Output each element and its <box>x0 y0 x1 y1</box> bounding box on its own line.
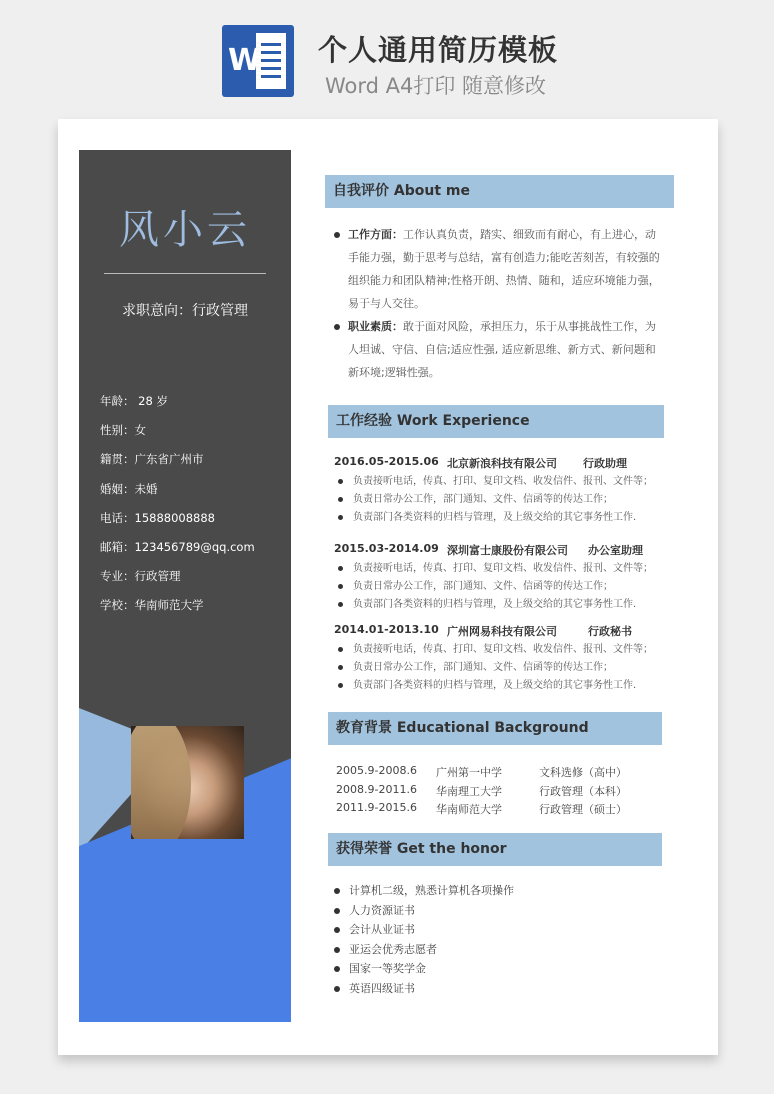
job-entry <box>334 542 674 614</box>
profile-photo <box>131 726 244 839</box>
honor-item: 人力资源证书 <box>331 901 514 921</box>
section-about: 自我评价 About me <box>325 175 674 208</box>
resume-page <box>58 119 718 1055</box>
honor-item: 亚运会优秀志愿者 <box>331 940 514 960</box>
education-row: 2008.9-2011.6 华南理工大学 行政管理（本科） <box>336 782 627 798</box>
honor-item: 计算机二级，熟悉计算机各项操作 <box>331 881 514 901</box>
job-role: 办公室助理 <box>588 544 643 557</box>
banner-subtitle: Word A4打印 随意修改 <box>325 74 547 98</box>
job-period: 2016.05-2015.06 <box>334 455 439 468</box>
section-honors: 获得荣誉 Get the honor <box>328 833 662 866</box>
honor-item: 会计从业证书 <box>331 920 514 940</box>
about-list <box>330 223 664 384</box>
education-row: 2005.9-2008.6 广州第一中学 文科选修（高中） <box>336 764 627 779</box>
job-role: 行政助理 <box>583 457 627 470</box>
info-email: 邮箱：123456789@qq.com <box>100 539 255 554</box>
candidate-name: 风小云 <box>119 207 251 253</box>
honor-item: 国家一等奖学金 <box>331 959 514 979</box>
info-marital: 婚姻：未婚 <box>100 481 158 496</box>
job-duty: 负责日常办公工作，部门通知、文件、信函等的传达工作； <box>334 491 674 509</box>
job-duty: 负责日常办公工作，部门通知、文件、信函等的传达工作； <box>334 578 674 596</box>
honor-item: 英语四级证书 <box>331 979 514 999</box>
word-logo-icon <box>222 25 294 97</box>
job-duty: 负责接听电话，传真、打印、复印文档、收发信件、报刊、文件等； <box>334 473 674 491</box>
job-period: 2014.01-2013.10 <box>334 623 439 636</box>
info-phone: 电话：15888008888 <box>100 510 215 525</box>
job-duty: 负责日常办公工作，部门通知、文件、信函等的传达工作； <box>334 659 674 677</box>
job-duty: 负责部门各类资料的归档与管理，及上级交给的其它事务性工作. <box>334 677 674 695</box>
info-age: 年龄： 28 岁 <box>100 394 168 408</box>
info-school: 学校：华南师范大学 <box>100 598 204 613</box>
info-major: 专业：行政管理 <box>100 569 181 584</box>
job-period: 2015.03-2014.09 <box>334 542 439 555</box>
job-company: 北京新浪科技有限公司 <box>447 457 557 470</box>
job-entry <box>334 455 674 527</box>
job-duty: 负责部门各类资料的归档与管理，及上级交给的其它事务性工作. <box>334 596 674 614</box>
job-company: 广州网易科技有限公司 <box>447 625 557 638</box>
honors-list <box>331 881 514 999</box>
personal-info <box>100 393 255 627</box>
education-row: 2011.9-2015.6 华南师范大学 行政管理（硕士） <box>336 801 627 816</box>
job-role: 行政秘书 <box>588 625 632 638</box>
section-education: 教育背景 Educational Background <box>328 712 662 745</box>
banner-title: 个人通用简历模板 <box>318 33 559 67</box>
logo-letter: W <box>228 43 262 78</box>
about-item: 职业素质：敢于面对风险，承担压力，乐于从事挑战性工作，为人坦诚、守信、自信;适应性强, 适应新思维、新方式、新问题和新环境;逻辑性强。 <box>330 315 664 384</box>
job-company: 深圳富士康股份有限公司 <box>447 544 568 557</box>
divider <box>104 273 266 274</box>
info-gender: 性别：女 <box>100 423 146 438</box>
template-banner <box>0 0 774 115</box>
info-hometown: 籍贯：广东省广州市 <box>100 452 204 467</box>
job-entry <box>334 623 674 695</box>
job-intent: 求职意向：行政管理 <box>122 303 248 319</box>
job-duty: 负责接听电话，传真、打印、复印文档、收发信件、报刊、文件等； <box>334 560 674 578</box>
section-experience: 工作经验 Work Experience <box>328 405 664 438</box>
sidebar <box>79 150 291 1022</box>
about-item: 工作方面：工作认真负责，踏实、细致而有耐心，有上进心，动手能力强，勤于思考与总结，富有创造力;能吃苦刻苦，有较强的组织能力和团队精神;性格开朗、热情、随和，适应环境能力强，易于与人交往。 <box>330 223 664 315</box>
job-duty: 负责部门各类资料的归档与管理，及上级交给的其它事务性工作. <box>334 509 674 527</box>
education-list <box>336 764 656 820</box>
job-duty: 负责接听电话，传真、打印、复印文档、收发信件、报刊、文件等； <box>334 641 674 659</box>
